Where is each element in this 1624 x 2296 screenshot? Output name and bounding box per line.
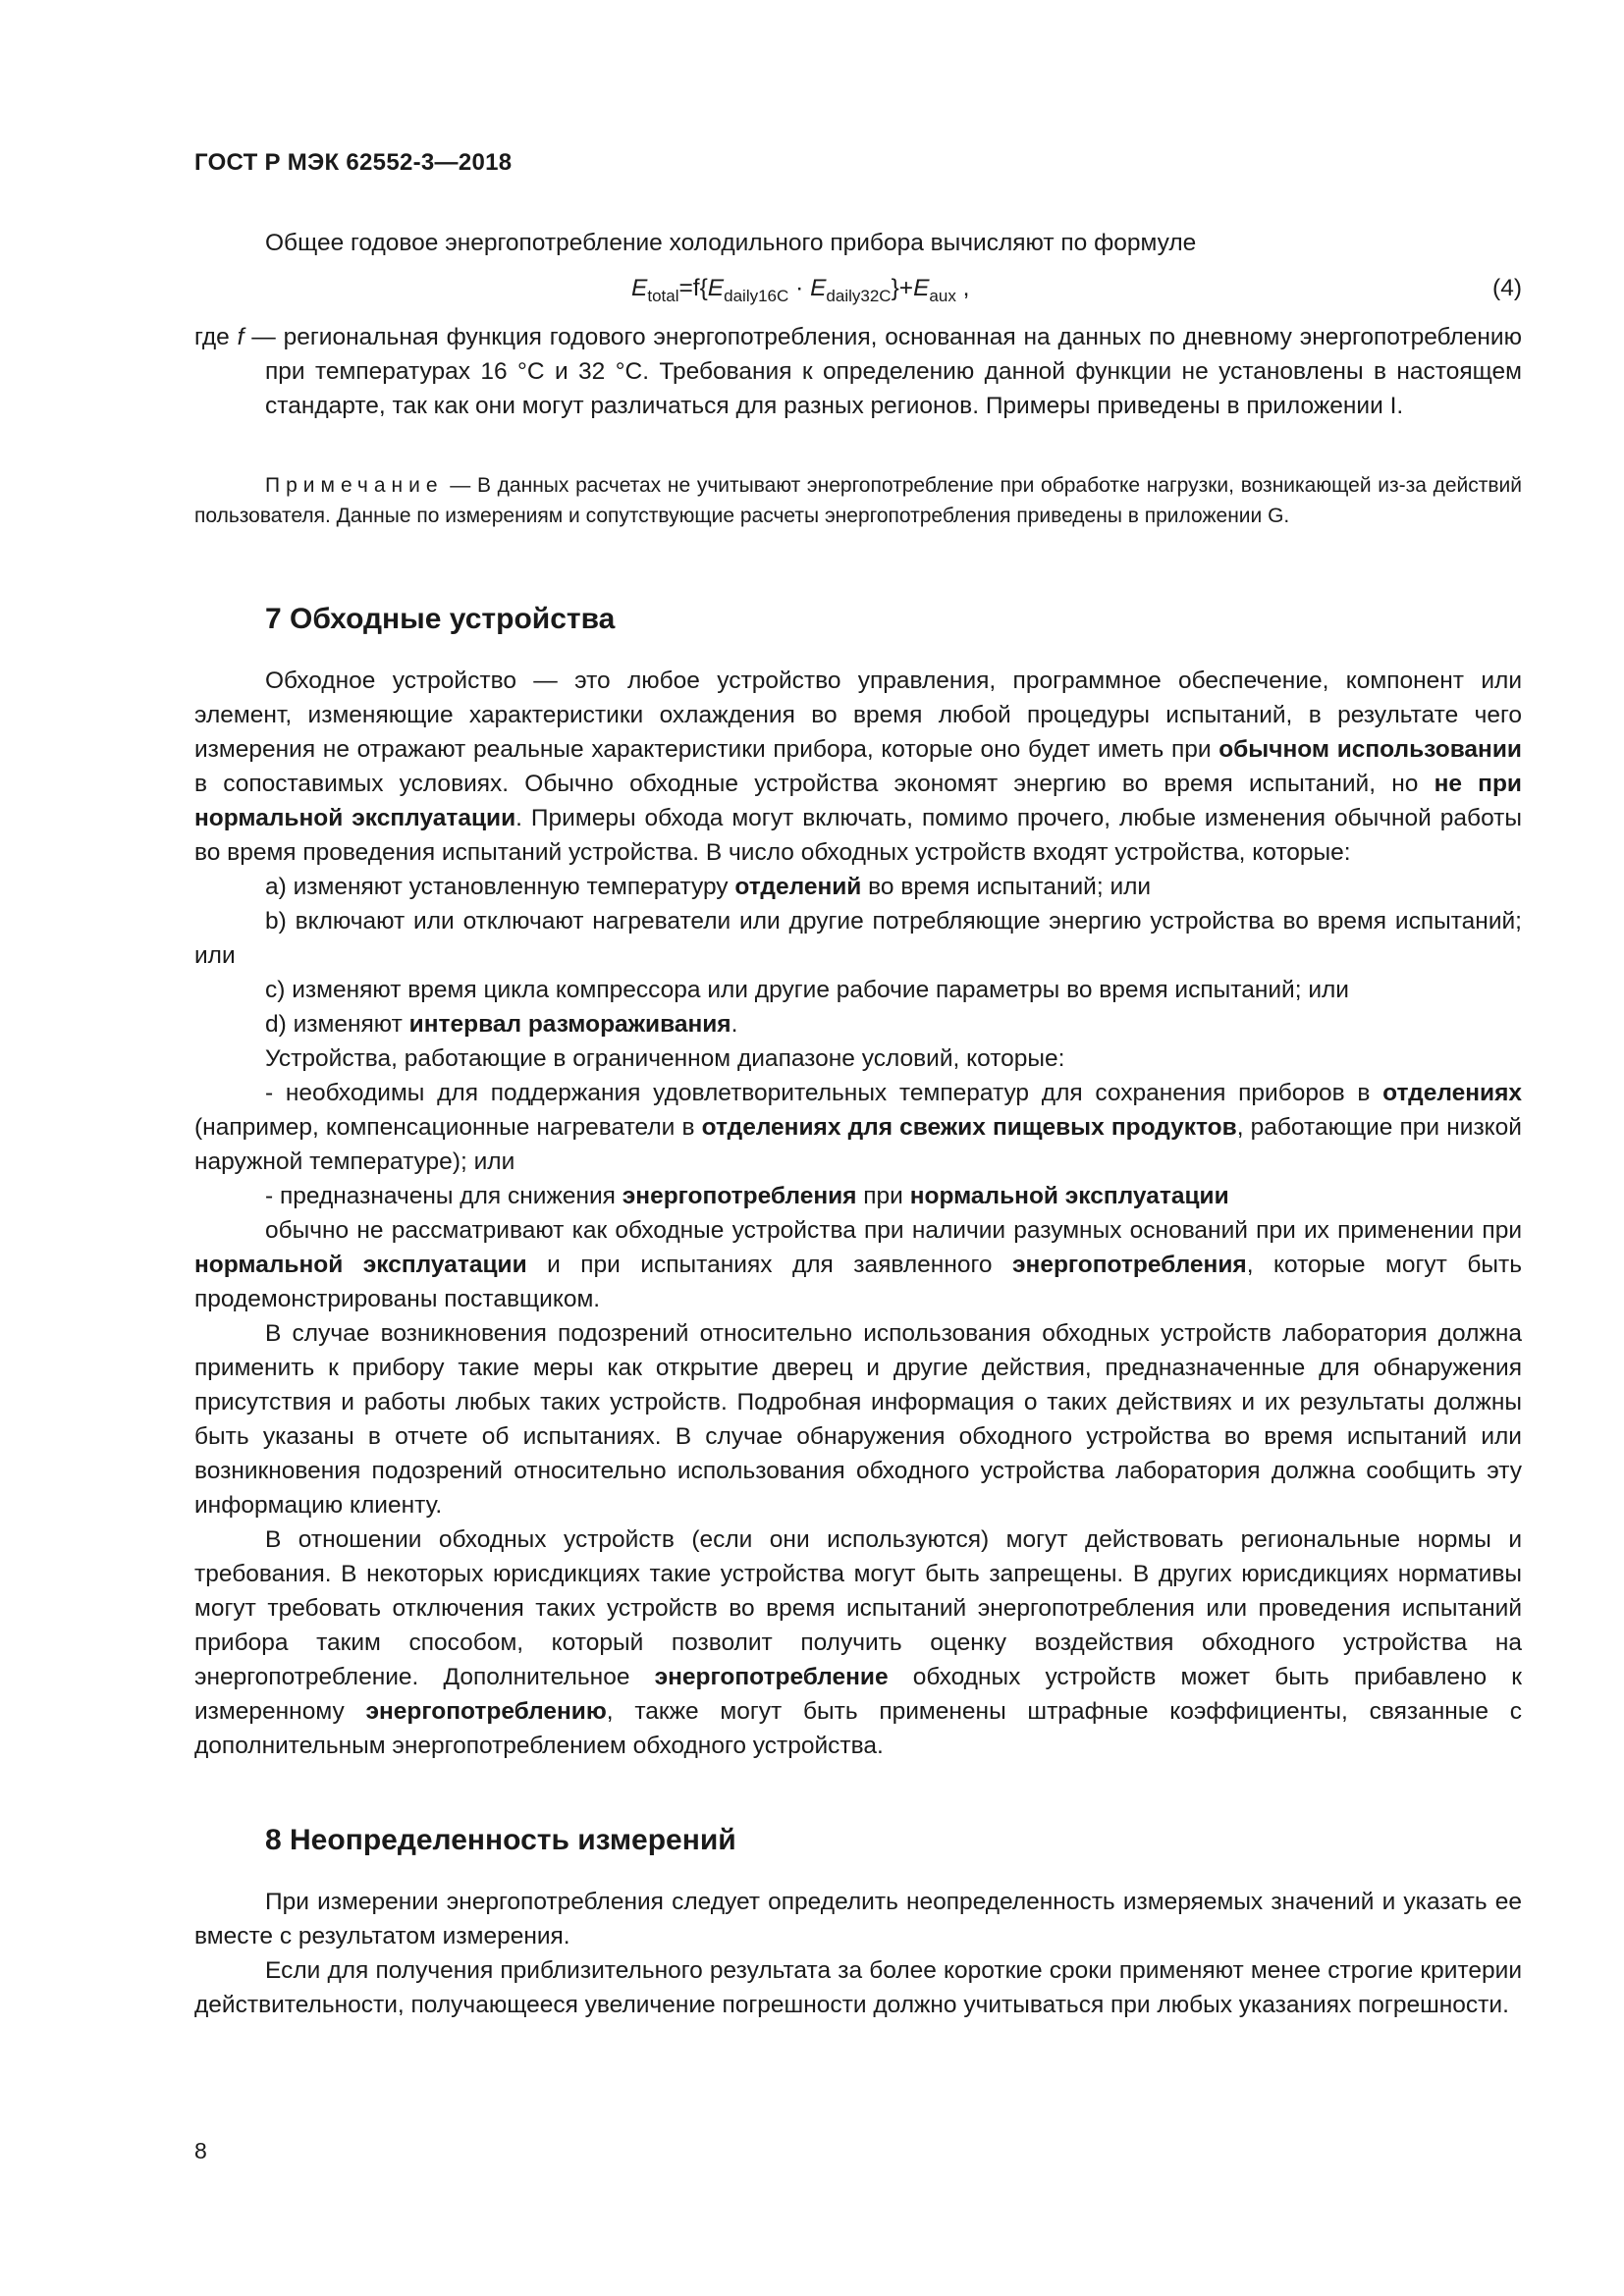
standard-header: ГОСТ Р МЭК 62552-3—2018 — [194, 149, 513, 176]
intro-paragraph: Общее годовое энергопотребление холодильного прибора вычисляют по формуле — [265, 230, 1197, 256]
intro-block — [194, 226, 1522, 260]
note-paragraph: Примечание — В данных расчетах не учитывают энергопотребление при обработке нагрузки, возникающей из-за действий пользователя. Данные по измерениям и сопутствующие расчеты энергопотребления приведены в приложении G. — [194, 474, 1522, 527]
section-7-title: 7 Обходные устройства — [265, 603, 616, 635]
note-block — [194, 471, 1522, 531]
page-number: 8 — [194, 2138, 207, 2163]
where-block — [194, 320, 1522, 423]
list-item-a: a) изменяют установленную температуру отделений во время испытаний; или — [265, 874, 1152, 900]
list-item-c: c) изменяют время цикла компрессора или другие рабочие параметры во время испытаний; или — [265, 977, 1349, 1003]
section-7-paragraph-1: Обходное устройство — это любое устройство управления, программное обеспечение, компонент или элемент, изменяющие характеристики охлаждения во время любой процедуры испытаний, в результате чего измерения не отражают реальные характеристики прибора, которые оно будет иметь при обычном использовании в сопоставимых условиях. Обычно обходные устройства экономят энергию во время испытаний, но не при нормальной эксплуатации. Примеры обхода могут включать, помимо прочего, любые изменения обычной работы во время проведения испытаний устройства. В число обходных устройств входят устройства, которые: — [194, 667, 1522, 866]
where-paragraph: где f — региональная функция годового энергопотребления, основанная на данных по дневному энергопотреблению при температурах 16 °С и 32 °С. Требования к определению данной функции не установлены в настоящем стандарте, так как они могут различаться для разных регионов. Примеры приведены в приложении I. — [194, 324, 1522, 419]
list-item-d: d) изменяют интервал размораживания. — [265, 1011, 738, 1038]
suspicion-paragraph: В случае возникновения подозрений относительно использования обходных устройств лаборатория должна применить к прибору такие меры как открытие дверец и другие действия, предназначенные для обнаружения присутствия и работы любых таких устройств. Подробная информация о таких действиях и их результаты должны быть указаны в отчете об испытаниях. В случае обнаружения обходного устройства во время испытаний или возникновения подозрений относительно использования обходного устройства лаборатория должна сообщить эту информацию клиенту. — [194, 1320, 1522, 1519]
section-8-paragraph-2: Если для получения приблизительного результата за более короткие сроки применяют менее строгие критерии действительности, получающееся увеличение погрешности должно учитываться при любых указаниях погрешности. — [194, 1957, 1522, 2018]
section-8-body — [194, 1885, 1522, 2022]
section-7-body — [194, 664, 1522, 1763]
list-item-b: b) включают или отключают нагреватели или другие потребляющие энергию устройства во время испытаний; или — [194, 908, 1522, 969]
section-8-title: 8 Неопределенность измерений — [265, 1824, 736, 1856]
section-8-paragraph-1: При измерении энергопотребления следует определить неопределенность измеряемых значений и указать ее вместе с результатом измерения. — [194, 1889, 1522, 1949]
formula-number: (4) — [1492, 275, 1522, 301]
devices-paragraph: Устройства, работающие в ограниченном диапазоне условий, которые: — [265, 1045, 1065, 1072]
dash-item-1: - необходимы для поддержания удовлетворительных температур для сохранения приборов в отделениях (например, компенсационные нагреватели в отделениях для свежих пищевых продуктов, работающие при низкой наружной температуре); или — [194, 1080, 1522, 1175]
dash-item-2: - предназначены для снижения энергопотребления при нормальной эксплуатации — [265, 1183, 1229, 1209]
usually-paragraph: обычно не рассматривают как обходные устройства при наличии разумных оснований при их применении при нормальной эксплуатации и при испытаниях для заявленного энергопотребления, которые могут быть продемонстрированы поставщиком. — [194, 1217, 1522, 1312]
formula-4 — [194, 275, 1522, 314]
regional-paragraph: В отношении обходных устройств (если они используются) могут действовать региональные нормы и требования. В некоторых юрисдикциях такие устройства могут быть запрещены. В других юрисдикциях нормативы могут требовать отключения таких устройств во время испытаний энергопотребления или проведения испытаний прибора таким способом, который позволит получить оценку воздействия обходного устройства на энергопотребление. Дополнительное энергопотребление обходных устройств может быть прибавлено к измеренному энергопотреблению, также могут быть применены штрафные коэффициенты, связанные с дополнительным энергопотреблением обходного устройства. — [194, 1526, 1522, 1759]
note-label: Примечание — [265, 474, 444, 497]
formula-expression: $E_{total}=f\{E_{daily16C} \cdot E_{daily32C}\}+E_{aux}$ , — [631, 275, 970, 305]
